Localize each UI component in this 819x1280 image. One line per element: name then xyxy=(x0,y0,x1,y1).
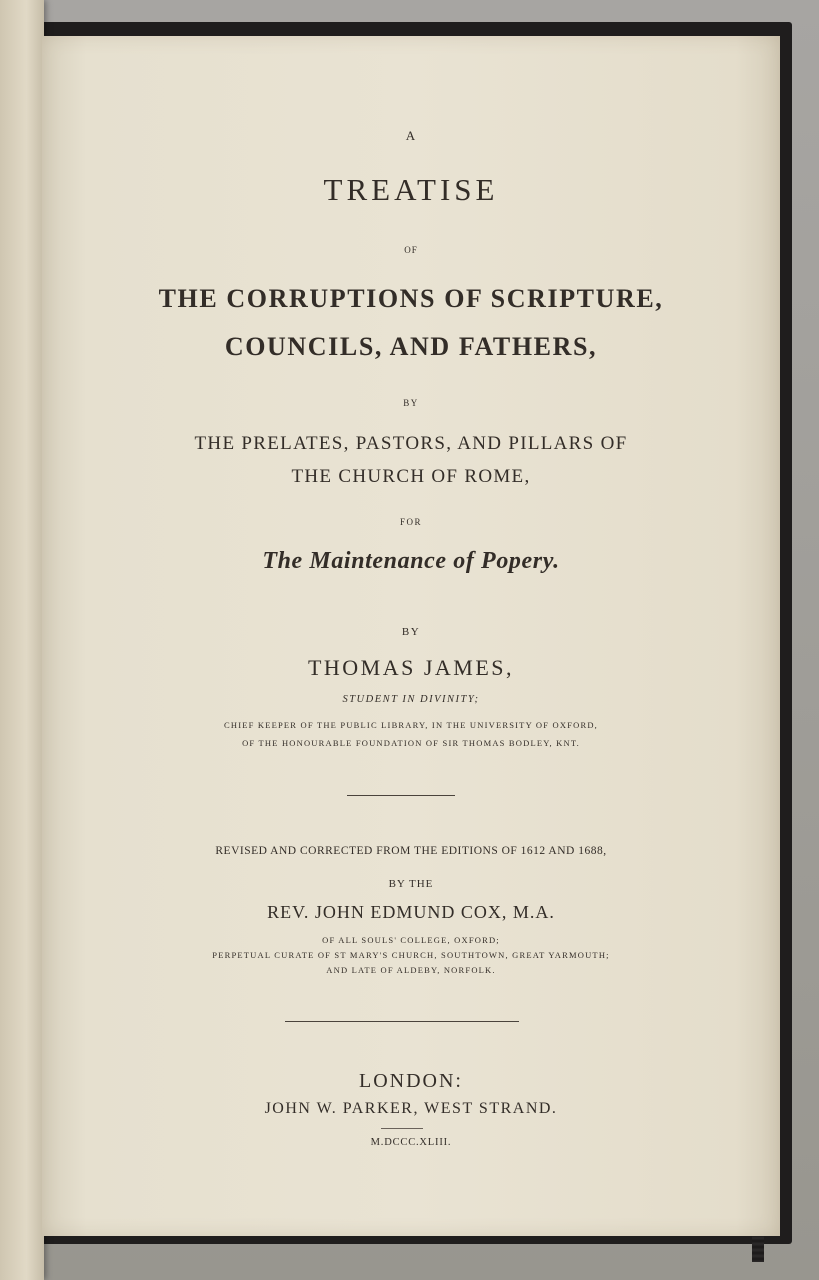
divider-rule-2 xyxy=(285,1021,519,1022)
by-text-2: BY xyxy=(401,626,421,638)
author-name: THOMAS JAMES, xyxy=(307,655,515,680)
facing-page-edge xyxy=(0,0,44,1280)
blackletter-line: The Maintenance of Popery. xyxy=(262,548,560,574)
revision-note: REVISED AND CORRECTED FROM THE EDITIONS OF 1612 AND 1688, xyxy=(215,845,607,857)
editor-description-line-1: OF ALL SOULS' COLLEGE, OXFORD; xyxy=(322,935,500,945)
publication-date: M.DCCC.XLIII. xyxy=(370,1137,452,1148)
subtitle-line-2: COUNCILS, AND FATHERS, xyxy=(224,332,598,361)
prelates-line-2: THE CHURCH OF ROME, xyxy=(291,466,531,487)
subtitle-line-1: THE CORRUPTIONS OF SCRIPTURE, xyxy=(158,284,664,313)
editor-description-line-2: PERPETUAL CURATE OF ST MARY'S CHURCH, SOUTHTOWN, GREAT YARMOUTH; xyxy=(212,950,610,960)
editor-name: REV. JOHN EDMUND COX, M.A. xyxy=(267,902,555,922)
for-text: FOR xyxy=(399,517,422,527)
author-description-line-1: CHIEF KEEPER OF THE PUBLIC LIBRARY, IN THE UNIVERSITY OF OXFORD, xyxy=(223,720,598,730)
by-text-1: BY xyxy=(403,398,419,408)
author-role: STUDENT IN DIVINITY; xyxy=(342,694,480,705)
prelates-line-1: THE PRELATES, PASTORS, AND PILLARS OF xyxy=(194,433,628,454)
publication-place: LONDON: xyxy=(359,1070,463,1092)
book-title: TREATISE xyxy=(323,172,499,207)
article-text: A xyxy=(405,128,417,143)
divider-rule-3 xyxy=(381,1128,423,1129)
of-text: OF xyxy=(404,245,418,255)
by-the-text: BY THE xyxy=(388,878,434,890)
publisher-name: JOHN W. PARKER, WEST STRAND. xyxy=(264,1100,558,1117)
author-description-line-2: OF THE HONOURABLE FOUNDATION OF SIR THOMAS BODLEY, KNT. xyxy=(242,738,580,748)
divider-rule-1 xyxy=(347,795,455,796)
title-page xyxy=(42,36,780,1236)
editor-description-line-3: AND LATE OF ALDEBY, NORFOLK. xyxy=(326,965,496,975)
